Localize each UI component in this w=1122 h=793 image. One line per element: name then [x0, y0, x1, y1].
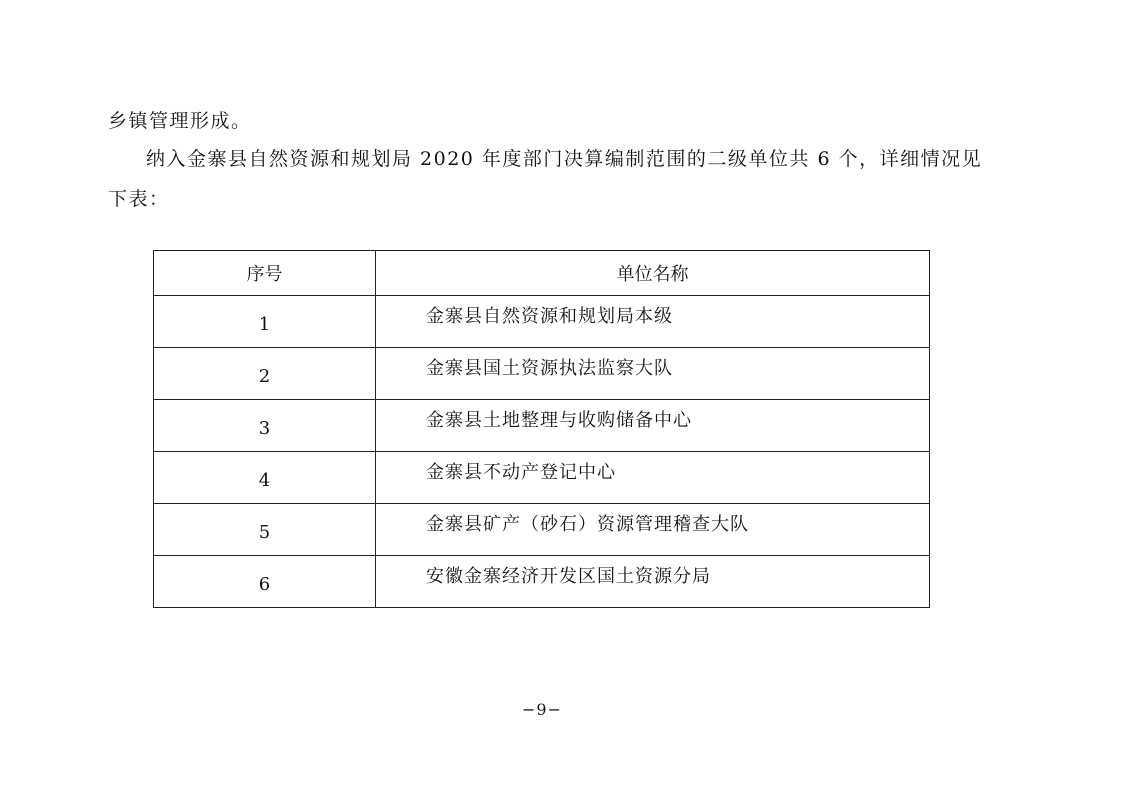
row-seq: 5 [154, 504, 376, 556]
header-unit-name: 单位名称 [376, 251, 930, 296]
row-unit-name: 金寨县土地整理与收购储备中心 [376, 400, 930, 452]
row-seq: 3 [154, 400, 376, 452]
row-seq: 6 [154, 556, 376, 608]
table-row [154, 400, 930, 452]
table-row [154, 348, 930, 400]
row-unit-name: 金寨县矿产（砂石）资源管理稽查大队 [376, 504, 930, 556]
row-unit-name: 金寨县自然资源和规划局本级 [376, 296, 930, 348]
page-number: −9− [522, 700, 562, 719]
row-seq: 2 [154, 348, 376, 400]
row-seq: 4 [154, 452, 376, 504]
table-row [154, 556, 930, 608]
paragraph-line-2: 纳入金寨县自然资源和规划局 2020 年度部门决算编制范围的二级单位共 6 个，详细情况见 [146, 148, 983, 170]
paragraph-line-3: 下表： [108, 188, 170, 210]
row-unit-name: 金寨县不动产登记中心 [376, 452, 930, 504]
header-seq: 序号 [154, 251, 376, 296]
row-seq: 1 [154, 296, 376, 348]
paragraph-line-1: 乡镇管理形成。 [108, 110, 252, 132]
table-row [154, 296, 930, 348]
row-unit-name: 安徽金寨经济开发区国土资源分局 [376, 556, 930, 608]
units-table [153, 250, 930, 608]
row-unit-name: 金寨县国土资源执法监察大队 [376, 348, 930, 400]
table-row [154, 452, 930, 504]
table-row [154, 504, 930, 556]
table-header-row [154, 251, 930, 296]
